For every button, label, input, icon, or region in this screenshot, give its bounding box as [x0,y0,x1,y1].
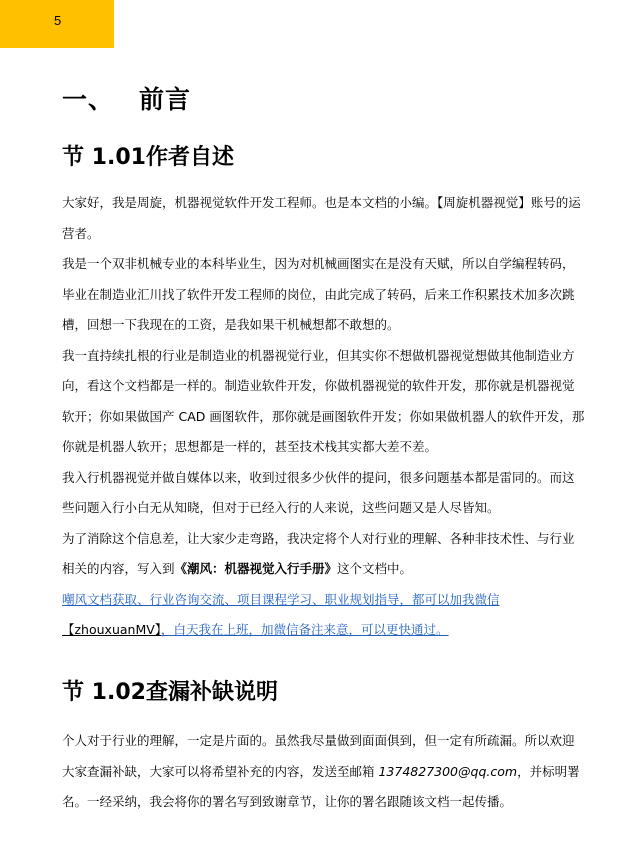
paragraph: 我一直持续扎根的行业是制造业的机器视觉行业，但其实你不想做机器视觉想做其他制造业方向，看这个文档都是一样的。制造业软件开发，你做机器视觉的软件开发，那你就是机器视觉软开；你如果做国产 CAD 画图软件，那你就是画图软件开发；你如果做机器人的软件开发，那你就是机器人软开；思想都是一样的，甚至技术栈其实都大差不差。 [62,347,585,454]
text: 个人对于行业的理解，一定是片面的。虽然我尽量做到面面俱到，但一定有所疏漏。所以欢迎大家查漏补缺，大家可以将希望补充的内容，发送至邮箱 [62,733,575,779]
paragraph [62,585,586,616]
wechat-handle[interactable]: 【zhouxuanMV】 [62,622,162,637]
text: 为了消除这个信息差，让大家少走弯路，我决定将个人对行业的理解、各种非技术性、与行业相关的内容，写入到 [62,530,575,576]
chapter-number: 一、 [62,85,115,114]
paragraph: 我入行机器视觉并做自媒体以来，收到过很多少伙伴的提问，很多问题基本都是雷同的。而这些问题入行小白无从知晓，但对于已经入行的人来说，这些问题又是人尽皆知。 [62,469,575,515]
section-heading-1-02: 节 1.02查漏补缺说明 [62,680,278,705]
section-heading-1-01: 节 1.01作者自述 [62,145,234,170]
paragraph: 大家好，我是周旋，机器视觉软件开发工程师。也是本文档的小编。【周旋机器视觉】账号的运营者。 [62,195,581,241]
contact-link[interactable]: 嘲风文档获取、行业咨询交流、项目课程学习、职业规划指导，都可以加我微信 [62,591,500,607]
paragraph [62,615,586,646]
email-address[interactable]: 1374827300@qq.com [378,763,518,779]
text: ，并标明署名。一经采纳，我会将你的署名写到致谢章节，让你的署名跟随该文档一起传播。 [62,763,580,809]
contact-link-continued[interactable]: ，白天我在上班，加微信备注来意，可以更快通过。 [161,622,449,637]
chapter-heading [62,80,191,116]
chapter-title: 前言 [139,85,192,114]
paragraph: 我是一个双非机械专业的本科毕业生，因为对机械画图实在是没有天赋，所以自学编程转码，毕业在制造业汇川找了软件开发工程师的岗位，由此完成了转码，后来工作积累技术加多次跳槽，回想一下我现在的工资，是我如果干机械想都不敢想的。 [62,256,575,332]
paragraph [62,524,586,585]
manual-title: 《潮风：机器视觉入行手册》 [174,561,338,576]
page-number: 5 [54,13,62,28]
section-1-01-body [62,188,586,646]
paragraph [62,726,586,818]
text: 这个文档中。 [337,561,413,576]
section-1-02-body [62,726,586,818]
